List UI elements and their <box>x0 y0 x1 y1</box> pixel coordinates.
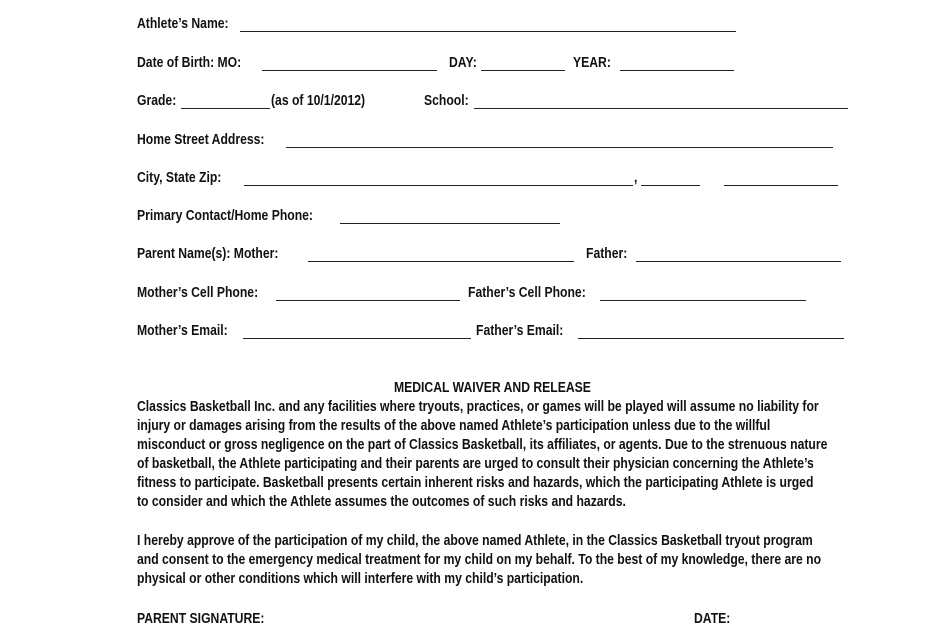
father-name-field[interactable] <box>636 261 841 262</box>
consent-line: I hereby approve of the participation of my child, the above named Athlete, in the Classics Basketball tryout program <box>137 533 813 549</box>
waiver-line: of basketball, the Athlete participating and their parents are urged to consult their physician concerning the Athlete’s <box>137 456 814 472</box>
waiver-line: fitness to participate. Basketball presents certain inherent risks and hazards, which the participating Athlete is urged <box>137 475 814 491</box>
consent-line: physical or other conditions which will interfere with my child’s participation. <box>137 571 584 587</box>
address-label: Home Street Address: <box>137 132 265 148</box>
mother-name-label: Parent Name(s): Mother: <box>137 246 279 262</box>
home-phone-label: Primary Contact/Home Phone: <box>137 208 313 224</box>
parent-signature-label: PARENT SIGNATURE: <box>137 611 265 627</box>
school-field[interactable] <box>474 108 848 109</box>
zip-field[interactable] <box>724 185 838 186</box>
waiver-title: MEDICAL WAIVER AND RELEASE <box>393 380 591 396</box>
grade-note: (as of 10/1/2012) <box>271 93 366 109</box>
dob-month-label: Date of Birth: MO: <box>137 55 242 71</box>
father-email-label: Father’s Email: <box>476 323 564 339</box>
dob-day-field[interactable] <box>481 70 565 71</box>
mother-email-field[interactable] <box>243 338 471 339</box>
dob-year-label: YEAR: <box>573 55 611 71</box>
date-label: DATE: <box>694 611 731 627</box>
consent-line: and consent to the emergency medical treatment for my child on my behalf. To the best of my knowledge, there are no <box>137 552 822 568</box>
grade-label: Grade: <box>137 93 177 109</box>
city-field[interactable] <box>244 185 633 186</box>
dob-year-field[interactable] <box>620 70 734 71</box>
athlete-name-field[interactable] <box>240 31 736 32</box>
mother-cell-field[interactable] <box>276 300 460 301</box>
mother-email-label: Mother’s Email: <box>137 323 228 339</box>
father-cell-field[interactable] <box>600 300 806 301</box>
waiver-line: misconduct or gross negligence on the part of Classics Basketball, its affiliates, or agents. Due to the strenuous nature <box>137 437 828 453</box>
father-name-label: Father: <box>586 246 628 262</box>
dob-day-label: DAY: <box>449 55 477 71</box>
waiver-line: to consider and which the Athlete assumes the outcomes of such risks and hazards. <box>137 494 626 510</box>
father-email-field[interactable] <box>578 338 844 339</box>
dob-month-field[interactable] <box>262 70 437 71</box>
city-state-zip-label: City, State Zip: <box>137 170 222 186</box>
school-label: School: <box>424 93 469 109</box>
waiver-line: injury or damages arising from the results of the above named Athlete’s participation unless due to the willful <box>137 418 771 434</box>
grade-field[interactable] <box>181 108 270 109</box>
waiver-line: Classics Basketball Inc. and any facilities where tryouts, practices, or games will be played will assume no liability for <box>137 399 819 415</box>
mother-name-field[interactable] <box>308 261 574 262</box>
state-field[interactable] <box>641 185 700 186</box>
address-field[interactable] <box>286 147 833 148</box>
father-cell-label: Father’s Cell Phone: <box>468 285 586 301</box>
home-phone-field[interactable] <box>340 223 560 224</box>
athlete-name-label: Athlete’s Name: <box>137 16 229 32</box>
mother-cell-label: Mother’s Cell Phone: <box>137 285 259 301</box>
comma-separator: , <box>634 170 638 186</box>
